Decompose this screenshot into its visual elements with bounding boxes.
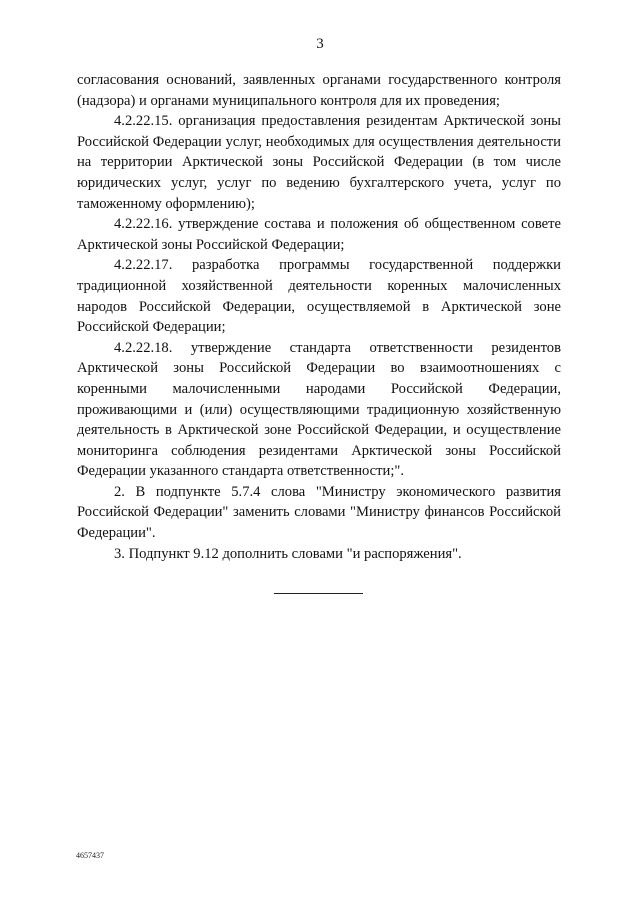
document-id: 4657437 (76, 851, 104, 860)
document-body (77, 70, 561, 564)
paragraph-item-2: 2. В подпункте 5.7.4 слова "Министру экономического развития Российской Федерации" заменить словами "Министру финансов Российской Федерации". (77, 483, 561, 542)
paragraph-4-2-22-17: 4.2.22.17. разработка программы государственной поддержки традиционной хозяйственной деятельности коренных малочисленных народов Российской Федерации, осуществляемой в Арктической зоне Российской Федерации; (77, 257, 561, 336)
page-number: 3 (316, 36, 324, 52)
paragraph-4-2-22-18: 4.2.22.18. утверждение стандарта ответственности резидентов Арктической зоны Российской Федерации во взаимоотношениях с коренными малочисленными народами Российской Федерации, проживающими и (или) осуществляющими традиционную хозяйственную деятельность в Арктической зоне Российской Федерации, и осуществление мониторинга соблюдения резидентами Арктической зоны Российской Федерации указанного стандарта ответственности;". (77, 339, 561, 480)
paragraph-item-3: 3. Подпункт 9.12 дополнить словами "и распоряжения". (114, 545, 462, 562)
paragraph-continuation: согласования оснований, заявленных органами государственного контроля (надзора) и органами муниципального контроля для их проведения; (77, 72, 561, 109)
end-separator-line (274, 593, 363, 594)
paragraph-4-2-22-15: 4.2.22.15. организация предоставления резидентам Арктической зоны Российской Федерации услуг, необходимых для осуществления деятельности на территории Арктической зоны Российской Федерации (в том числе юридических услуг, услуг по ведению бухгалтерского учета, услуг по таможенному оформлению); (77, 113, 561, 212)
paragraph-4-2-22-16: 4.2.22.16. утверждение состава и положения об общественном совете Арктической зоны Российской Федерации; (77, 216, 561, 253)
